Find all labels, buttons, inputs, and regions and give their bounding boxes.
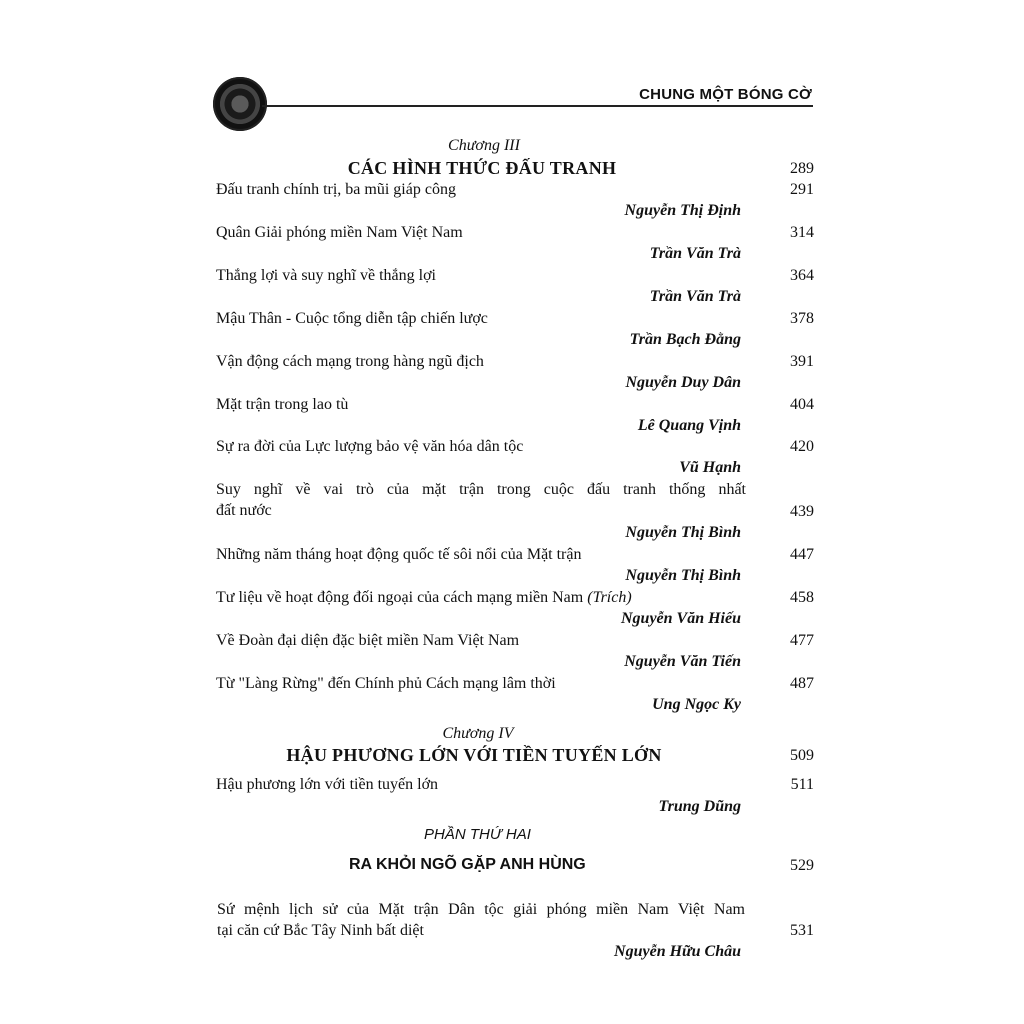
part-label: PHẦN THỨ HAI: [424, 826, 531, 843]
entry-page: 291: [790, 181, 814, 198]
entry-author: Nguyễn Hữu Châu: [614, 943, 741, 960]
entry-author: Nguyễn Thị Bình: [625, 567, 741, 584]
part-title: RA KHỎI NGÕ GẶP ANH HÙNG: [349, 856, 586, 873]
entry-title-line: đất nước: [216, 502, 272, 519]
entry-title: Đấu tranh chính trị, ba mũi giáp công: [216, 181, 456, 198]
entry-page: 531: [790, 922, 814, 939]
chapter-page: 289: [790, 160, 814, 177]
entry-title: Mậu Thân - Cuộc tổng diễn tập chiến lược: [216, 310, 488, 327]
entry-author: Nguyễn Thị Định: [624, 202, 741, 219]
entry-author: Nguyễn Văn Hiếu: [620, 610, 741, 627]
entry-page: 447: [790, 546, 814, 563]
entry-title: Những năm tháng hoạt động quốc tế sôi nổi của Mặt trận: [216, 546, 582, 563]
entry-title: Hậu phương lớn với tiền tuyến lớn: [216, 776, 439, 793]
entry-page: 391: [790, 353, 814, 370]
entry-title-line: Sứ mệnh lịch sử của Mặt trận Dân tộc giải phóng miền Nam Việt Nam: [217, 901, 745, 918]
entry-title-text: Tư liệu về hoạt động đối ngoại của cách mạng miền Nam: [216, 589, 584, 606]
entry-author: Nguyễn Duy Dân: [625, 374, 741, 391]
entry-title: Quân Giải phóng miền Nam Việt Nam: [216, 224, 463, 241]
entry-page: 378: [790, 310, 814, 327]
chapter-title: CÁC HÌNH THỨC ĐẤU TRANH: [347, 158, 617, 178]
entry-author: Trần Bạch Đằng: [629, 331, 741, 348]
entry-page: 458: [790, 589, 814, 606]
entry-title: Về Đoàn đại diện đặc biệt miền Nam Việt Nam: [216, 632, 520, 649]
chapter-title: HẬU PHƯƠNG LỚN VỚI TIỀN TUYẾN LỚN: [286, 745, 662, 765]
entry-page: 404: [790, 396, 814, 413]
entry-page: 487: [790, 675, 814, 692]
part-page: 529: [790, 857, 814, 874]
header-rule: [262, 105, 813, 107]
entry-page: 364: [790, 267, 814, 284]
entry-author: Ung Ngọc Ky: [652, 696, 741, 713]
entry-author: Vũ Hạnh: [679, 459, 741, 476]
chapter-label: Chương III: [448, 137, 520, 154]
entry-title: Vận động cách mạng trong hàng ngũ địch: [216, 353, 484, 370]
entry-page: 314: [790, 224, 814, 241]
entry-title: Thắng lợi và suy nghĩ về thắng lợi: [216, 267, 436, 284]
entry-author: Lê Quang Vịnh: [637, 417, 741, 434]
entry-page: 439: [790, 503, 814, 520]
entry-author: Trung Dũng: [658, 798, 741, 815]
emblem-icon: [213, 77, 267, 131]
entry-title: Mặt trận trong lao tù: [216, 396, 349, 413]
entry-title: Từ "Làng Rừng" đến Chính phủ Cách mạng lâm thời: [216, 675, 556, 692]
entry-author: Trần Văn Trà: [649, 245, 741, 262]
chapter-page: 509: [790, 747, 814, 764]
entry-title: Sự ra đời của Lực lượng bảo vệ văn hóa dân tộc: [216, 438, 524, 455]
entry-title-line: Suy nghĩ về vai trò của mặt trận trong cuộc đấu tranh thống nhất: [216, 481, 746, 498]
entry-author: Trần Văn Trà: [649, 288, 741, 305]
entry-title: [216, 589, 746, 607]
entry-page: 420: [790, 438, 814, 455]
entry-author: Nguyễn Thị Bình: [625, 524, 741, 541]
entry-author: Nguyễn Văn Tiến: [624, 653, 741, 670]
chapter-label: Chương IV: [442, 725, 514, 742]
entry-page: 477: [790, 632, 814, 649]
running-title: CHUNG MỘT BÓNG CỜ: [639, 86, 812, 103]
entry-title-note: (Trích): [587, 589, 632, 606]
entry-title-line: tại căn cứ Bắc Tây Ninh bất diệt: [217, 922, 424, 939]
entry-page: 511: [790, 776, 814, 793]
